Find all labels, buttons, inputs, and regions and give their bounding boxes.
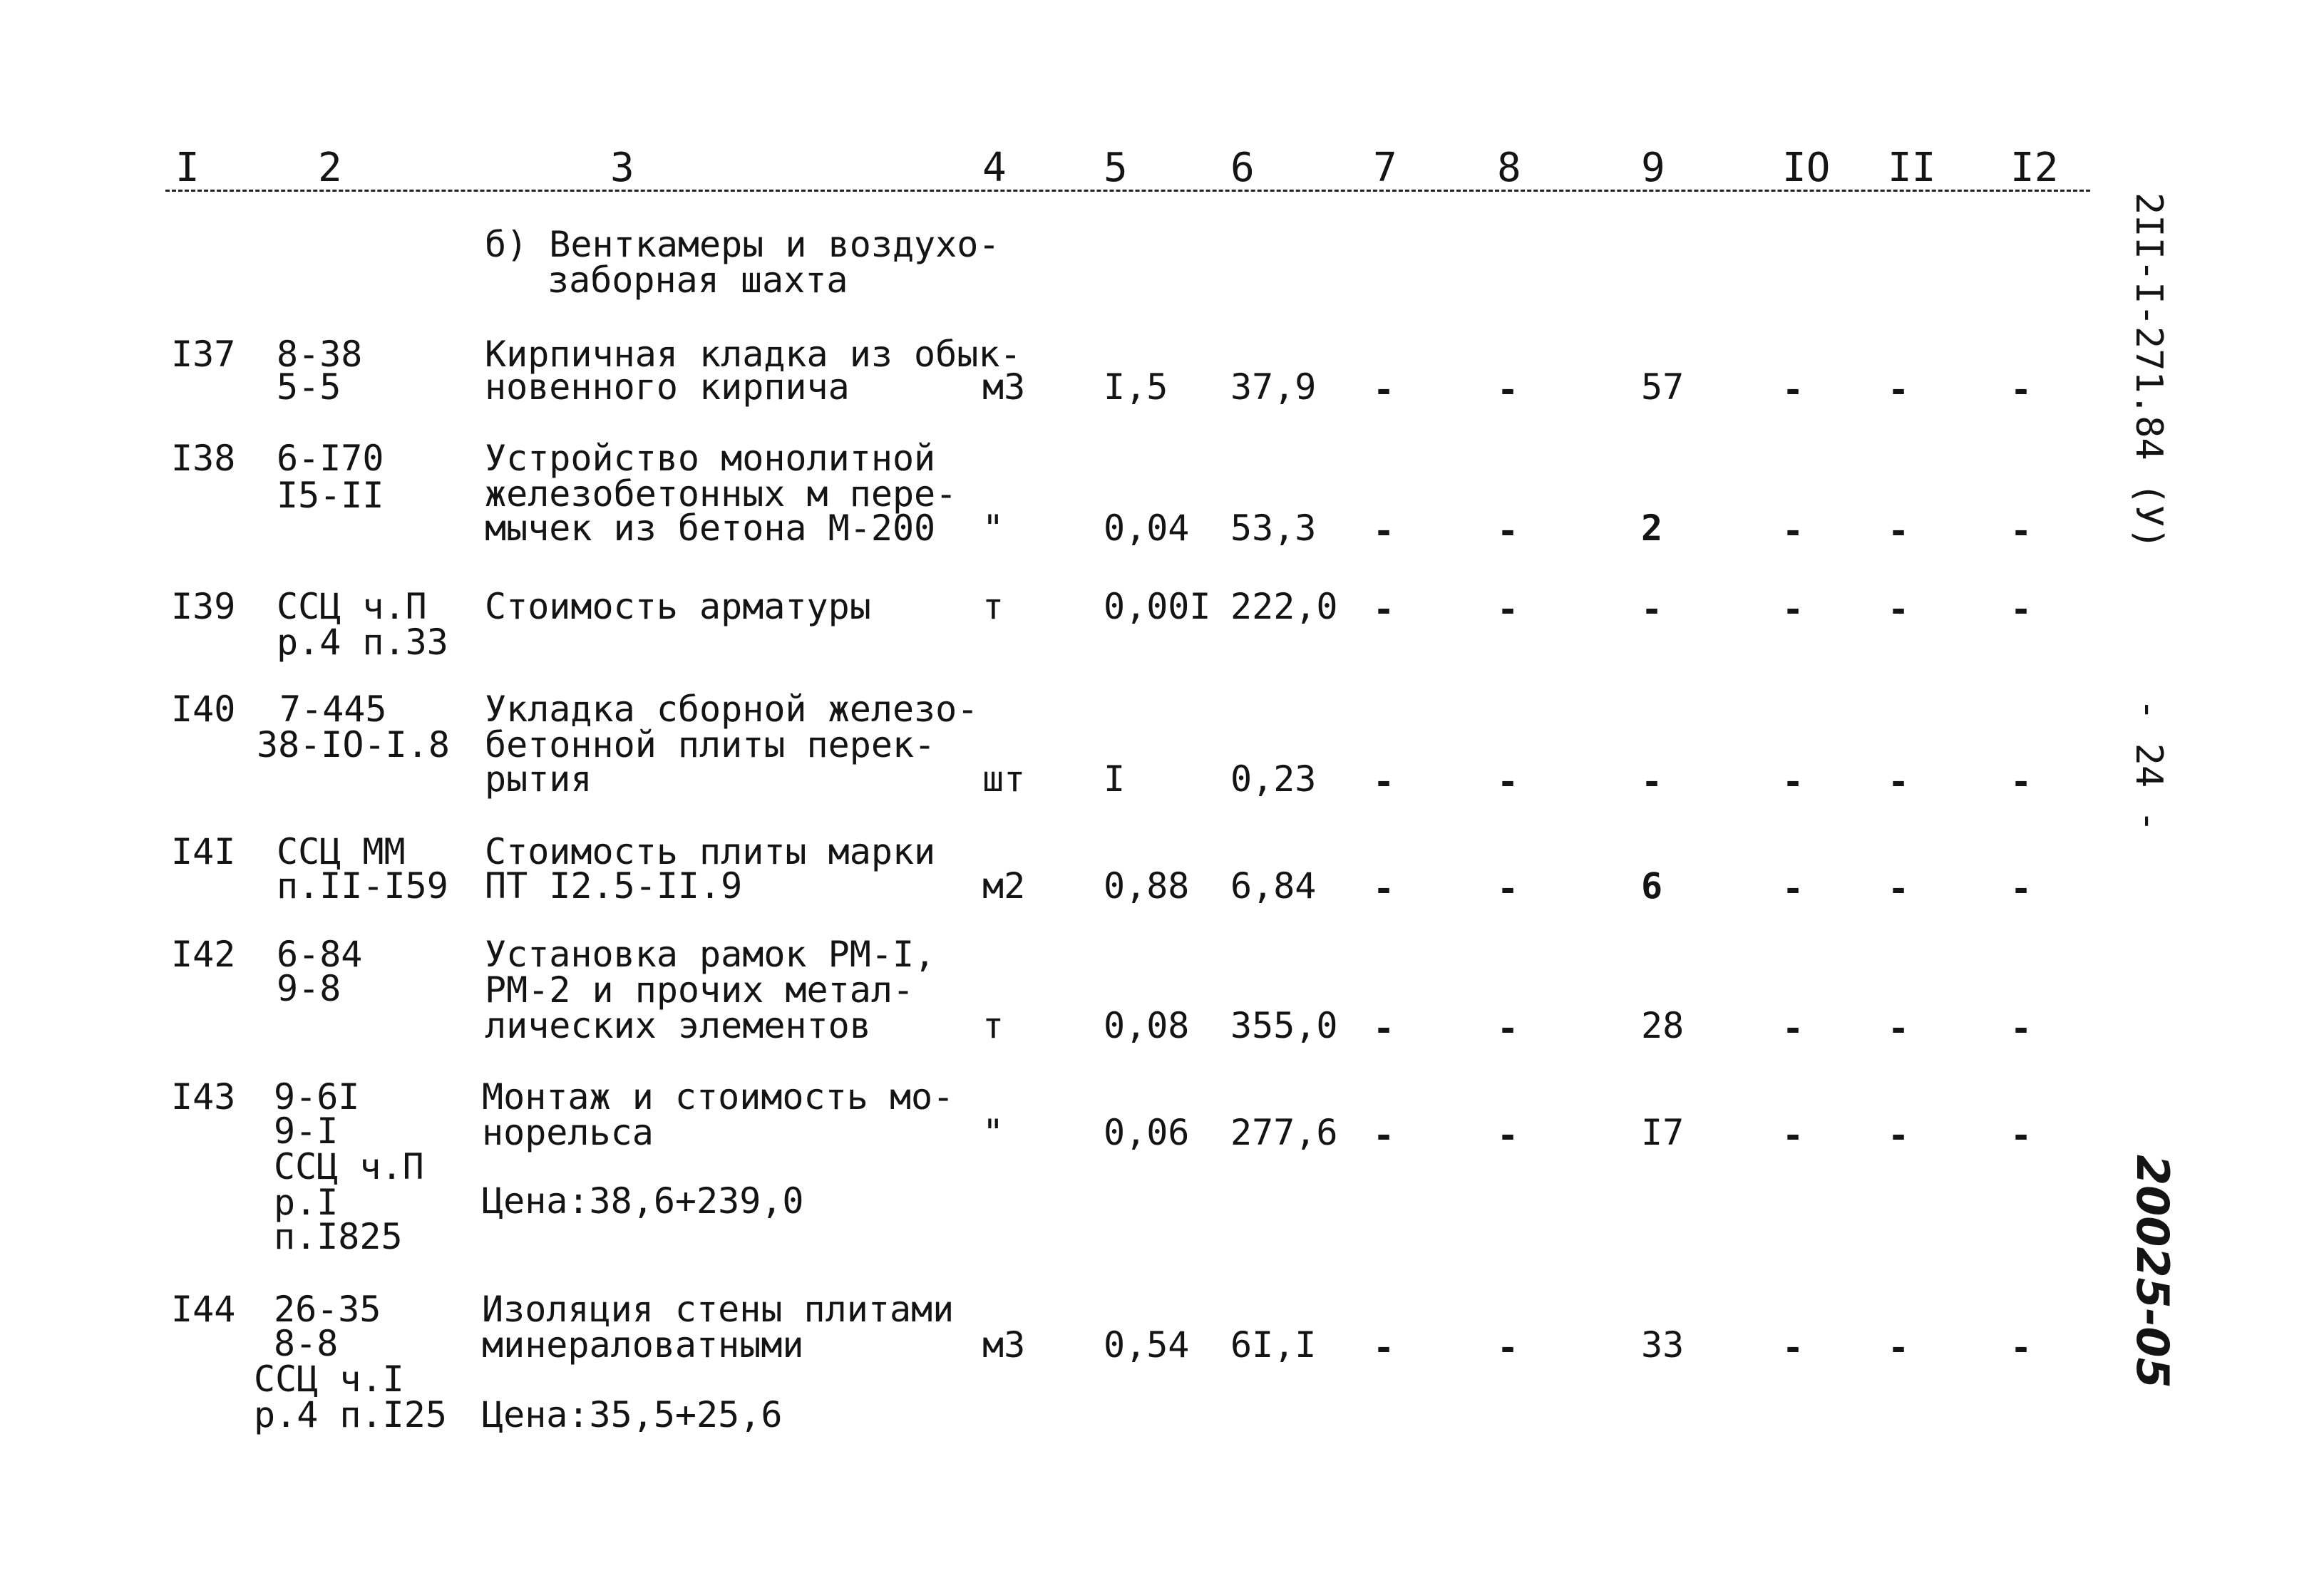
unit-price: 6I,I — [1230, 1324, 1317, 1366]
row-number: I38 — [171, 438, 236, 479]
norm-code-line: 5-5 — [277, 366, 341, 408]
col-10-value: - — [1782, 369, 1804, 411]
unit-price: 222,0 — [1230, 586, 1338, 627]
norm-code-line: ССЦ ч.П — [277, 586, 427, 627]
unit: м2 — [982, 865, 1026, 907]
description-line: Стоимость арматуры — [485, 586, 871, 627]
header-col-1: I — [175, 145, 200, 191]
quantity: I,5 — [1104, 366, 1168, 408]
header-col-5: 5 — [1104, 145, 1128, 191]
unit-price: 277,6 — [1230, 1112, 1338, 1153]
norm-code-line: 7-445 — [279, 689, 387, 730]
quantity: 0,04 — [1104, 507, 1190, 549]
quantity: 0,00I — [1104, 586, 1211, 627]
col-9-value: - — [1641, 761, 1663, 803]
col-11-value: - — [1888, 1115, 1910, 1156]
row-number: I39 — [171, 586, 236, 627]
document-code: 2II-I-271.84 (У) — [2127, 192, 2170, 550]
norm-code-line: 9-6I — [274, 1076, 360, 1118]
col-9-value: 57 — [1641, 366, 1685, 408]
description-line: Установка рамок РМ-I, — [485, 934, 936, 975]
description-line: Стоимость плиты марки — [485, 831, 936, 872]
handwritten-stamp-number: 20025-05 — [2127, 1155, 2179, 1388]
quantity: 0,88 — [1104, 865, 1190, 907]
col-7-value: - — [1373, 369, 1395, 411]
col-7-value: - — [1373, 1115, 1395, 1156]
norm-code-line: р.I — [274, 1182, 339, 1223]
row-number: I44 — [171, 1289, 236, 1330]
norm-code-line: ССЦ ч.I — [254, 1358, 404, 1400]
header-col-10: IO — [1782, 145, 1831, 191]
header-col-4: 4 — [982, 145, 1007, 191]
unit: т — [982, 586, 1004, 627]
col-10-value: - — [1782, 1115, 1804, 1156]
col-8-value: - — [1497, 589, 1519, 630]
header-col-7: 7 — [1373, 145, 1397, 191]
norm-code-line: ССЦ ч.П — [274, 1146, 424, 1187]
description-line: Устройство монолитной — [485, 438, 936, 479]
col-7-value: - — [1373, 1008, 1395, 1049]
col-12-value: - — [2010, 1115, 2032, 1156]
norm-code-line: п.I825 — [274, 1216, 403, 1257]
unit: м3 — [982, 1324, 1026, 1366]
col-12-value: - — [2010, 589, 2032, 630]
norm-code-line: I5-II — [277, 475, 384, 516]
col-7-value: - — [1373, 761, 1395, 803]
col-9-value: 28 — [1641, 1005, 1685, 1046]
row-number: I42 — [171, 934, 236, 975]
unit: " — [982, 1112, 1004, 1153]
price-note: Цена:38,6+239,0 — [482, 1180, 804, 1222]
col-8-value: - — [1497, 761, 1519, 803]
section-title-line-1: б) Венткамеры и воздухо- — [485, 224, 1000, 265]
col-12-value: - — [2010, 1008, 2032, 1049]
norm-code-line: 38-IO-I.8 — [257, 724, 450, 765]
col-9-value: 2 — [1641, 507, 1663, 549]
col-7-value: - — [1373, 510, 1395, 552]
norm-code-line: 8-8 — [274, 1323, 339, 1364]
description-line: новенного кирпича — [485, 366, 850, 408]
col-9-value: - — [1641, 589, 1663, 630]
header-divider — [165, 190, 2090, 192]
col-12-value: - — [2010, 761, 2032, 803]
col-7-value: - — [1373, 868, 1395, 909]
unit-price: 355,0 — [1230, 1005, 1338, 1046]
page-number: - 24 - — [2127, 698, 2170, 832]
col-8-value: - — [1497, 1115, 1519, 1156]
col-10-value: - — [1782, 868, 1804, 909]
col-10-value: - — [1782, 1008, 1804, 1049]
norm-code-line: 6-84 — [277, 934, 363, 975]
quantity: I — [1104, 758, 1126, 800]
description-line: Кирпичная кладка из обык- — [485, 334, 1022, 375]
col-11-value: - — [1888, 510, 1910, 552]
norm-code-line: ССЦ ММ — [277, 831, 406, 872]
description-line: РМ-2 и прочих метал- — [485, 969, 915, 1011]
unit: шт — [982, 758, 1026, 800]
norm-code-line: 26-35 — [274, 1289, 381, 1330]
quantity: 0,08 — [1104, 1005, 1190, 1046]
col-8-value: - — [1497, 369, 1519, 411]
description-line: Укладка сборной железо- — [485, 689, 979, 730]
header-col-6: 6 — [1230, 145, 1255, 191]
quantity: 0,06 — [1104, 1112, 1190, 1153]
unit: " — [982, 507, 1004, 549]
unit-price: 6,84 — [1230, 865, 1317, 907]
description-line: Изоляция стены плитами — [482, 1289, 955, 1330]
col-12-value: - — [2010, 1327, 2032, 1368]
description-line: бетонной плиты перек- — [485, 724, 936, 765]
description-line: минераловатными — [482, 1324, 804, 1366]
unit-price: 37,9 — [1230, 366, 1317, 408]
col-9-value: 33 — [1641, 1324, 1685, 1366]
col-12-value: - — [2010, 868, 2032, 909]
col-11-value: - — [1888, 868, 1910, 909]
norm-code-line: 8-38 — [277, 334, 363, 375]
row-number: I43 — [171, 1076, 236, 1118]
col-7-value: - — [1373, 1327, 1395, 1368]
col-10-value: - — [1782, 510, 1804, 552]
col-11-value: - — [1888, 369, 1910, 411]
norm-code-line: 9-I — [274, 1110, 339, 1152]
norm-code-line: 9-8 — [277, 968, 341, 1009]
unit-price: 53,3 — [1230, 507, 1317, 549]
col-11-value: - — [1888, 589, 1910, 630]
col-8-value: - — [1497, 510, 1519, 552]
col-10-value: - — [1782, 761, 1804, 803]
description-line: мычек из бетона М-200 — [485, 507, 936, 549]
description-line: железобетонных м пере- — [485, 473, 957, 515]
col-7-value: - — [1373, 589, 1395, 630]
norm-code-line: п.II-I59 — [277, 865, 448, 907]
description-line: норельса — [482, 1112, 654, 1153]
unit: т — [982, 1005, 1004, 1046]
description-line: ПТ I2.5-II.9 — [485, 865, 743, 907]
header-col-12: I2 — [2010, 145, 2059, 191]
col-9-value: 6 — [1641, 865, 1663, 907]
unit: м3 — [982, 366, 1026, 408]
col-11-value: - — [1888, 1327, 1910, 1368]
col-8-value: - — [1497, 1008, 1519, 1049]
col-8-value: - — [1497, 868, 1519, 909]
header-col-2: 2 — [318, 145, 342, 191]
norm-code-line: р.4 п.33 — [277, 622, 448, 663]
col-12-value: - — [2010, 369, 2032, 411]
price-note: Цена:35,5+25,6 — [482, 1394, 783, 1435]
norm-code-line: 6-I70 — [277, 438, 384, 479]
header-col-9: 9 — [1641, 145, 1665, 191]
col-12-value: - — [2010, 510, 2032, 552]
header-col-11: II — [1888, 145, 1936, 191]
description-line: лических элементов — [485, 1005, 871, 1046]
description-line: Монтаж и стоимость мо- — [482, 1076, 955, 1118]
col-10-value: - — [1782, 1327, 1804, 1368]
unit-price: 0,23 — [1230, 758, 1317, 800]
row-number: I4I — [171, 831, 236, 872]
row-number: I37 — [171, 334, 236, 375]
header-col-3: 3 — [610, 145, 634, 191]
col-11-value: - — [1888, 761, 1910, 803]
description-line: рытия — [485, 758, 592, 800]
col-10-value: - — [1782, 589, 1804, 630]
header-col-8: 8 — [1497, 145, 1521, 191]
row-number: I40 — [171, 689, 236, 730]
norm-code-line: р.4 п.I25 — [254, 1394, 447, 1435]
col-8-value: - — [1497, 1327, 1519, 1368]
col-11-value: - — [1888, 1008, 1910, 1049]
quantity: 0,54 — [1104, 1324, 1190, 1366]
col-9-value: I7 — [1641, 1112, 1685, 1153]
section-title-line-2: заборная шахта — [547, 259, 848, 301]
